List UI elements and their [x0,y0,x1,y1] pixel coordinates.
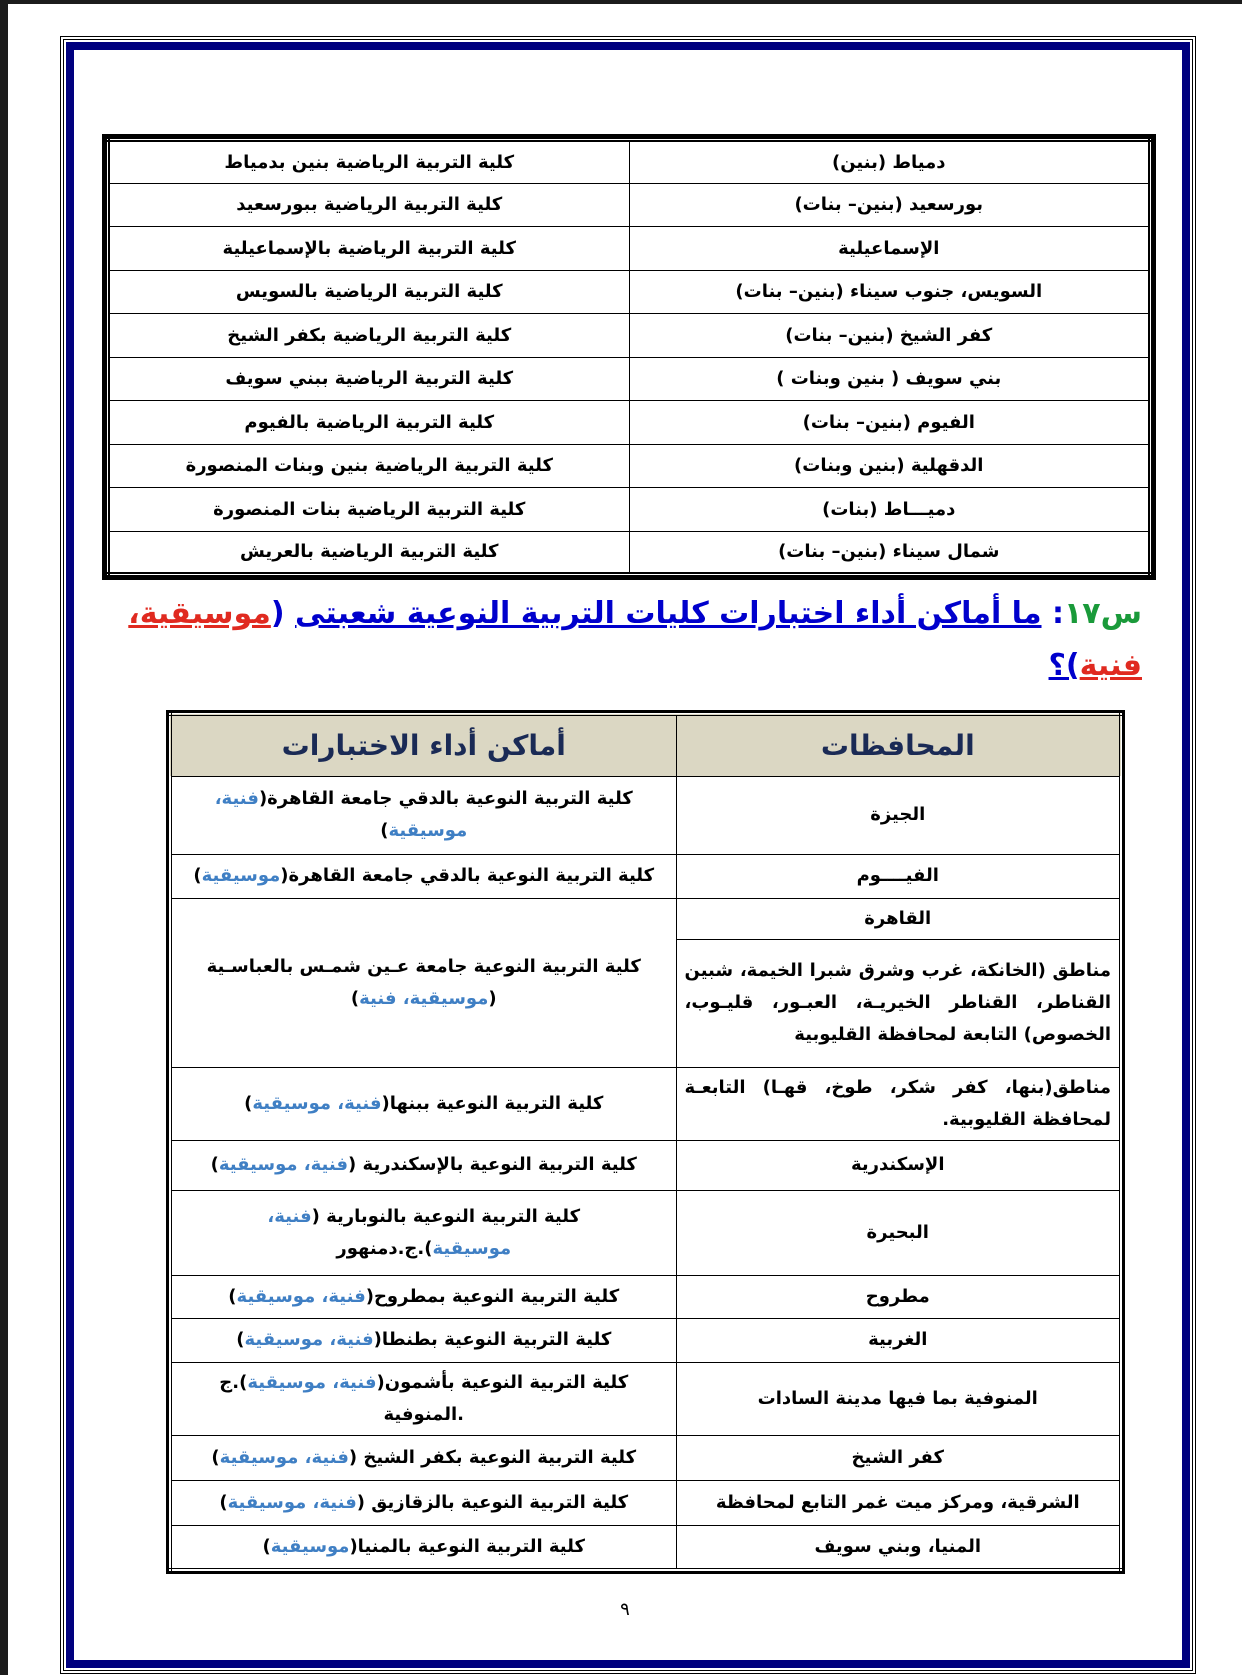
table-row [108,140,1151,184]
specialization-tags: فنية، موسيقية [252,1092,382,1114]
location-suffix: ) [236,1329,245,1350]
table-row [170,1190,1121,1275]
sports-colleges-table [105,137,1153,577]
location-suffix: ) [262,1535,271,1557]
table-row [170,1480,1121,1525]
document-page [8,4,1242,1675]
table-row [108,270,1151,314]
location-text: كلية التربية النوعية ببنها( [381,1092,604,1114]
college-cell: كلية التربية الرياضية بالفيوم [108,401,630,445]
header-governorates: المحافظات [676,714,1121,776]
table-row [108,183,1151,227]
specialization-tags: موسيقية [201,865,281,886]
college-cell: كلية التربية الرياضية ببني سويف [108,357,630,401]
location-cell [170,1190,676,1275]
location-text: كلية التربية النوعية بكفر الشيخ ( [348,1446,637,1468]
location-suffix: ) [228,1285,237,1307]
location-text: كلية التربية النوعية بالدقي جامعة القاهرة( [258,788,633,809]
governorate-cell: مطروح [676,1275,1121,1318]
table-row [170,898,1121,939]
college-cell: كلية التربية الرياضية بنات المنصورة [108,488,630,532]
specialization-tags: موسيقية [270,1535,350,1557]
header-test-locations: أماكن أداء الاختبارات [170,714,676,776]
college-cell: كلية التربية الرياضية بالعريش [108,531,630,575]
location-cell [170,776,676,854]
location-text: كلية التربية النوعية بأشمون( [376,1371,629,1393]
location-text: كلية التربية النوعية بالدقي جامعة القاهرة( [280,865,655,886]
location-cell [170,1362,676,1435]
governorate-cell: البحيرة [676,1190,1121,1275]
table-row [170,1525,1121,1570]
page-number: ٩ [620,1599,630,1620]
location-text: كلية التربية النوعية بالنوبارية ( [311,1205,581,1227]
location-suffix: ) [219,1491,228,1513]
location-suffix: ).ج.دمنهور [336,1237,433,1259]
specialization-tags: فنية، موسيقية [244,1329,374,1350]
governorate-cell: مناطق (الخانكة، غرب وشرق شبرا الخيمة، شبين القناطر، القناطر الخيريـة، العبـور، قليـوب، الخصوص) التابعة لمحافظة القليوبية [676,939,1121,1067]
governorate-cell: بني سويف ( بنين وبنات ) [629,357,1151,401]
table-row [108,401,1151,445]
location-cell [170,1275,676,1318]
governorate-cell: المنيا، وبني سويف [676,1525,1121,1570]
specialization-tags: فنية، موسيقية [214,788,468,841]
location-cell [170,1140,676,1190]
specialization-tags: فنية، موسيقية [219,1446,349,1468]
location-cell [170,1525,676,1570]
location-text: كلية التربية النوعية جامعة عـين شمـس بالعباسـية ( [206,955,641,1009]
specialization-tags: فنية، موسيقية [247,1371,377,1393]
governorate-cell: المنوفية بما فيها مدينة السادات [676,1362,1121,1435]
governorate-cell: الإسماعيلية [629,227,1151,271]
college-cell: كلية التربية الرياضية بنين وبنات المنصورة [108,444,630,488]
specialization-tags: فنية، موسيقية [267,1205,512,1259]
governorate-cell: القاهرة [676,898,1121,939]
college-cell: كلية التربية الرياضية بنين بدمياط [108,140,630,184]
specific-education-test-locations-table [168,712,1123,1572]
location-suffix: ) [244,1092,253,1114]
governorate-cell: دمياط (بنين) [629,140,1151,184]
location-cell [170,854,676,898]
governorate-cell: الشرقية، ومركز ميت غمر التابع لمحافظة [676,1480,1121,1525]
table-row [108,444,1151,488]
table-row [170,776,1121,854]
governorate-cell: الغربية [676,1318,1121,1362]
location-cell [170,1067,676,1140]
governorate-cell: بورسعيد (بنين– بنات) [629,183,1151,227]
table-row [170,1067,1121,1140]
location-suffix: ) [211,1446,220,1468]
governorate-cell: شمال سيناء (بنين– بنات) [629,531,1151,575]
governorate-cell: كفر الشيخ [676,1435,1121,1480]
table-row [170,1318,1121,1362]
location-cell [170,1435,676,1480]
governorate-cell: الفيــــوم [676,854,1121,898]
table-row [108,357,1151,401]
location-suffix: ) [380,820,389,841]
governorate-cell: دميـــاط (بنات) [629,488,1151,532]
table-row [170,1275,1121,1318]
specialization-tags: موسيقية، فنية [359,987,489,1009]
location-suffix: ).ج .المنوفية [219,1371,465,1425]
location-text: كلية التربية النوعية بالزقازيق ( [356,1491,629,1513]
location-text: كلية التربية النوعية بمطروح( [365,1285,620,1307]
location-suffix: ) [193,865,202,886]
college-cell: كلية التربية الرياضية ببورسعيد [108,183,630,227]
table-row [108,227,1151,271]
college-cell: كلية التربية الرياضية بالسويس [108,270,630,314]
location-suffix: ) [210,1154,219,1175]
table-row [170,854,1121,898]
college-cell: كلية التربية الرياضية بالإسماعيلية [108,227,630,271]
governorate-cell: مناطق(بنها، كفر شكر، طوخ، قهـا) التابعـة لمحافظة القليوبية. [676,1067,1121,1140]
location-suffix: ) [350,987,360,1009]
governorate-cell: الدقهلية (بنين وبنات) [629,444,1151,488]
location-text: كلية التربية النوعية بالإسكندرية ( [348,1154,637,1175]
location-cell [170,1480,676,1525]
governorate-cell: كفر الشيخ (بنين– بنات) [629,314,1151,358]
college-cell: كلية التربية الرياضية بكفر الشيخ [108,314,630,358]
table-row [108,314,1151,358]
table-row [170,1140,1121,1190]
governorate-cell: السويس، جنوب سيناء (بنين– بنات) [629,270,1151,314]
specialization-tags: فنية، موسيقية [236,1285,366,1307]
governorate-cell: الفيوم (بنين– بنات) [629,401,1151,445]
location-text: كلية التربية النوعية بطنطا( [373,1329,612,1350]
governorate-cell: الجيزة [676,776,1121,854]
question-17-heading: س١٧: ما أماكن أداء اختبارات كليات التربية النوعية شعبتى (موسيقية، فنية)؟ [128,596,1142,683]
governorate-cell: الإسكندرية [676,1140,1121,1190]
specialization-tags: فنية، موسيقية [218,1154,349,1175]
table-row [170,1435,1121,1480]
specialization-tags: فنية، موسيقية [227,1491,357,1513]
location-cell [170,1318,676,1362]
location-cell [170,898,676,1067]
location-text: كلية التربية النوعية بالمنيا( [349,1535,585,1557]
table-row [108,488,1151,532]
table-row [108,531,1151,575]
table-row [170,1362,1121,1435]
